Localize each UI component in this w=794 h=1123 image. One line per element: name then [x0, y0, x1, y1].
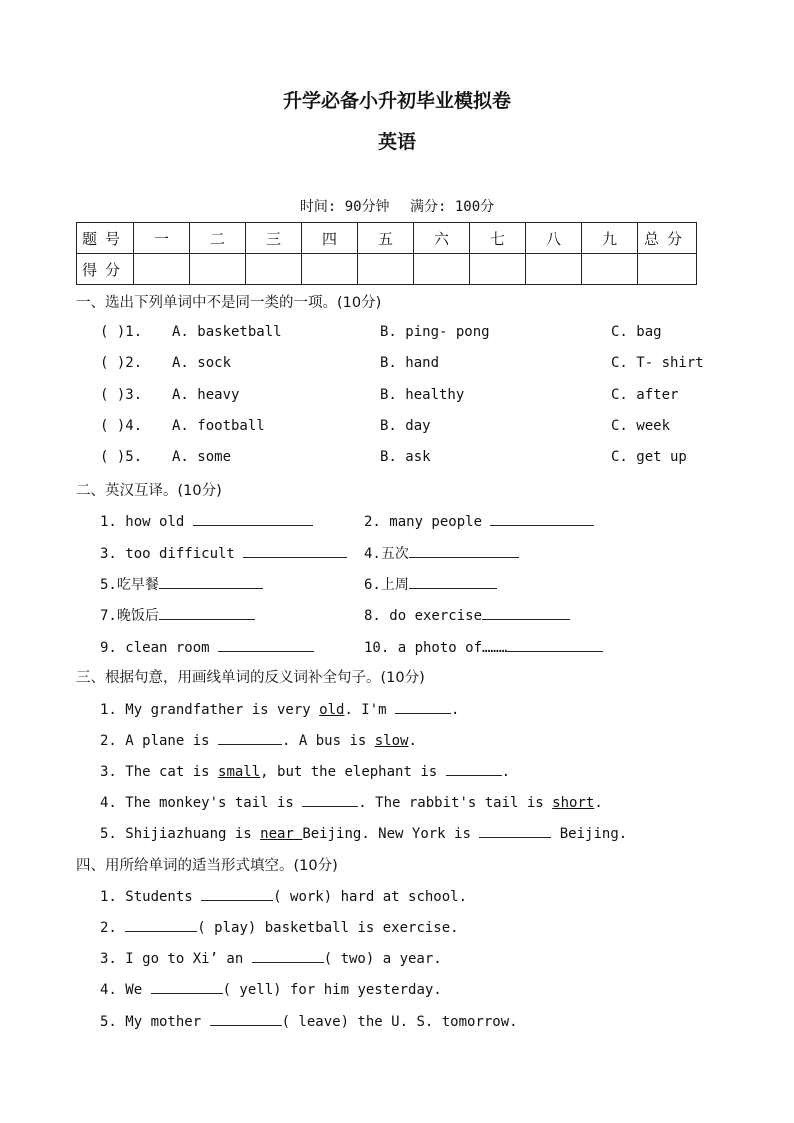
underlined-word: short: [552, 795, 595, 811]
option-c: C. week: [611, 418, 671, 434]
full-score: 满分: 100分: [410, 199, 495, 215]
score-cell[interactable]: [526, 254, 582, 285]
option-a: A. some: [172, 449, 232, 465]
fill-2: [100, 917, 459, 936]
score-cell[interactable]: [638, 254, 697, 285]
item-text: 3. too difficult: [100, 546, 235, 562]
text: 3. The cat is: [100, 764, 219, 780]
text: Beijing. New York is: [302, 826, 480, 842]
item-text: 8. do exercise: [364, 608, 483, 624]
option-c: C. after: [611, 387, 679, 403]
text: 3. I go to Xi’ an: [100, 951, 252, 967]
sentence-1: [100, 699, 459, 718]
translation-item: [364, 605, 570, 624]
score-table-header-row: [77, 223, 697, 254]
translation-item: [364, 543, 519, 563]
text: 4. We: [100, 982, 151, 998]
answer-blank[interactable]: [252, 948, 324, 963]
text: .: [451, 702, 460, 718]
text: 2. A plane is: [100, 733, 219, 749]
score-table: [76, 222, 697, 285]
score-cell[interactable]: [190, 254, 246, 285]
score-cell[interactable]: [358, 254, 414, 285]
score-table-score-row: [77, 254, 697, 285]
score-cell[interactable]: [470, 254, 526, 285]
time-limit: 时间: 90分钟: [299, 199, 390, 215]
option-c: C. bag: [611, 324, 662, 340]
answer-blank[interactable]: [159, 574, 263, 589]
col-2: 二: [190, 223, 246, 254]
section2-heading: 二、英汉互译。(10分): [76, 483, 222, 499]
translation-item: [364, 511, 594, 530]
translation-item: [364, 574, 497, 594]
sentence-5: [100, 823, 627, 842]
text: 4. The monkey's tail is: [100, 795, 303, 811]
col-7: 七: [470, 223, 526, 254]
text: , but the elephant is: [260, 764, 446, 780]
answer-blank[interactable]: [482, 605, 570, 620]
col-1: 一: [134, 223, 190, 254]
fill-5: [100, 1011, 518, 1030]
item-text: 5.吃早餐: [100, 577, 159, 593]
item-text: 2. many people: [364, 514, 483, 530]
answer-blank[interactable]: [409, 543, 519, 558]
text: ( yell) for him yesterday.: [222, 982, 442, 998]
answer-blank[interactable]: [201, 886, 273, 901]
translation-item: [100, 605, 255, 625]
translation-item: [100, 543, 347, 562]
text: ( work) hard at school.: [273, 889, 468, 905]
option-b: B. ping- pong: [380, 324, 490, 340]
col-9: 九: [582, 223, 638, 254]
text: ( leave) the U. S. tomorrow.: [281, 1014, 518, 1030]
col-total: 总分: [638, 223, 697, 254]
answer-blank[interactable]: [125, 917, 197, 932]
text: .: [594, 795, 603, 811]
text: 1. My grandfather is very: [100, 702, 320, 718]
score-cell[interactable]: [134, 254, 190, 285]
score-cell[interactable]: [246, 254, 302, 285]
question-number[interactable]: ( )5.: [100, 449, 143, 465]
col-4: 四: [302, 223, 358, 254]
option-b: B. healthy: [380, 387, 465, 403]
text: .: [408, 733, 417, 749]
option-b: B. hand: [380, 355, 440, 371]
col-6: 六: [414, 223, 470, 254]
item-text: 6.上周: [364, 577, 409, 593]
answer-blank[interactable]: [507, 637, 603, 652]
option-c: C. T- shirt: [611, 355, 704, 371]
answer-blank[interactable]: [218, 637, 314, 652]
option-b: B. ask: [380, 449, 431, 465]
option-a: A. football: [172, 418, 265, 434]
text: . A bus is: [282, 733, 375, 749]
fill-4: [100, 979, 442, 998]
answer-blank[interactable]: [302, 792, 358, 807]
sentence-2: [100, 730, 417, 749]
sentence-3: [100, 761, 510, 780]
text: .: [501, 764, 511, 780]
answer-blank[interactable]: [243, 543, 347, 558]
option-a: A. heavy: [172, 387, 240, 403]
text: ( play) basketball is exercise.: [197, 920, 459, 936]
underlined-word: slow: [374, 733, 409, 749]
option-c: C. get up: [611, 449, 687, 465]
answer-blank[interactable]: [159, 605, 255, 620]
question-number[interactable]: ( )1.: [100, 324, 143, 340]
exam-meta: [0, 196, 794, 216]
answer-blank[interactable]: [490, 511, 594, 526]
translation-item: [100, 637, 314, 656]
item-text: 1. how old: [100, 514, 185, 530]
answer-blank[interactable]: [409, 574, 497, 589]
text: 1. Students: [100, 889, 202, 905]
row-label-question: 题号: [77, 223, 134, 254]
translation-item: [100, 574, 263, 594]
section3-heading: 三、根据句意，用画线单词的反义词补全句子。(10分): [76, 670, 425, 686]
answer-blank[interactable]: [395, 699, 451, 714]
option-b: B. day: [380, 418, 431, 434]
question-number[interactable]: ( )4.: [100, 418, 143, 434]
col-3: 三: [246, 223, 302, 254]
answer-blank[interactable]: [479, 823, 551, 838]
score-cell[interactable]: [582, 254, 638, 285]
item-text: 10. a photo of………: [364, 640, 508, 656]
text: ( two) a year.: [323, 951, 442, 967]
section4-heading: 四、用所给单词的适当形式填空。(10分): [76, 858, 338, 874]
sentence-4: [100, 792, 603, 811]
fill-3: [100, 948, 442, 967]
underlined-word: old: [319, 702, 345, 718]
item-text: 9. clean room: [100, 640, 210, 656]
col-8: 八: [526, 223, 582, 254]
translation-item: [100, 511, 313, 530]
col-5: 五: [358, 223, 414, 254]
text: . I'm: [344, 702, 396, 718]
fill-1: [100, 886, 467, 905]
item-text: 4.五次: [364, 546, 409, 562]
subject-title: 英语: [377, 131, 416, 153]
text: 2.: [100, 920, 126, 936]
question-number[interactable]: ( )2.: [100, 355, 143, 371]
question-number[interactable]: ( )3.: [100, 387, 143, 403]
option-a: A. basketball: [172, 324, 282, 340]
text: Beijing.: [551, 826, 628, 842]
answer-blank[interactable]: [218, 730, 282, 745]
answer-blank[interactable]: [446, 761, 502, 776]
score-cell[interactable]: [302, 254, 358, 285]
item-text: 7.晚饭后: [100, 608, 159, 624]
text: . The rabbit's tail is: [358, 795, 553, 811]
section1-heading: 一、选出下列单词中不是同一类的一项。(10分): [76, 295, 382, 311]
score-cell[interactable]: [414, 254, 470, 285]
answer-blank[interactable]: [193, 511, 313, 526]
exam-title: 升学必备小升初毕业模拟卷: [282, 90, 511, 112]
text: 5. Shijiazhuang is: [100, 826, 261, 842]
text: 5. My mother: [100, 1014, 210, 1030]
row-label-score: 得分: [77, 254, 134, 285]
answer-blank[interactable]: [151, 979, 223, 994]
underlined-word: small: [218, 764, 261, 780]
answer-blank[interactable]: [210, 1011, 282, 1026]
option-a: A. sock: [172, 355, 232, 371]
translation-item: [364, 637, 603, 656]
underlined-word: near: [260, 826, 303, 842]
